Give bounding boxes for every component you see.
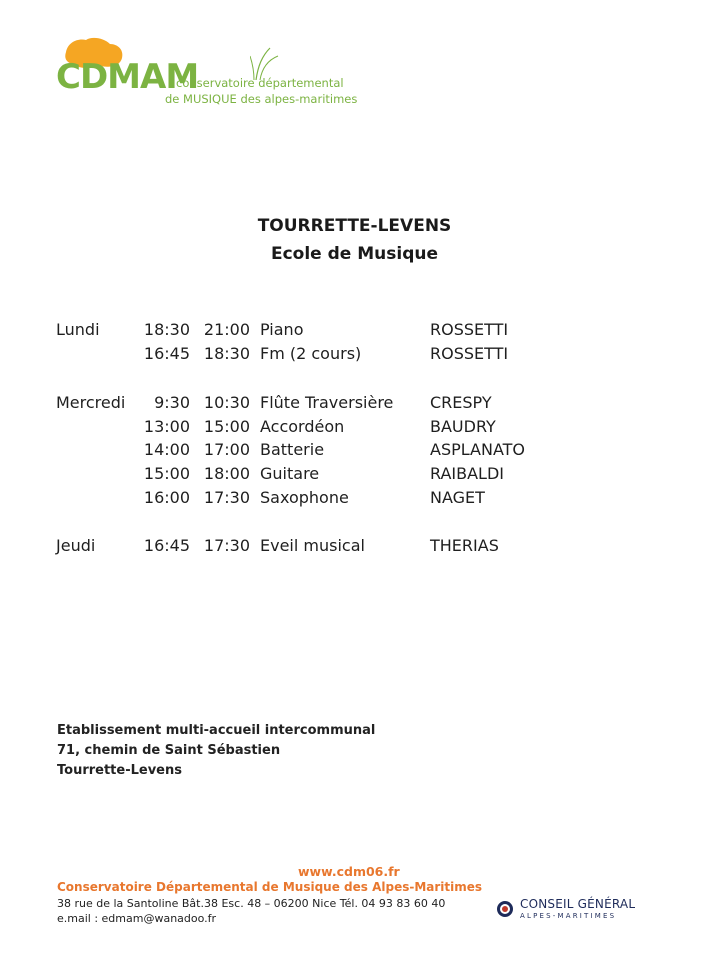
schedule-teacher: NAGET: [430, 488, 485, 507]
schedule-end: 15:00: [203, 417, 250, 436]
schedule-end: 17:30: [203, 536, 250, 555]
organization-address: 38 rue de la Santoline Bât.38 Esc. 48 – 06200 Nice Tél. 04 93 83 60 40: [57, 897, 446, 910]
schedule-end: 10:30: [203, 393, 250, 412]
organization-email: e.mail : edmam@wanadoo.fr: [57, 912, 217, 925]
schedule-teacher: ROSSETTI: [430, 344, 509, 363]
schedule-row: [0, 538, 709, 560]
schedule-course: Piano: [260, 320, 304, 339]
logo-wordmark: CDMAM: [56, 57, 199, 97]
schedule-teacher: BAUDRY: [430, 417, 496, 436]
schedule-row: [0, 466, 709, 488]
schedule-course: Accordéon: [260, 417, 345, 436]
schedule-day: Lundi: [56, 320, 100, 339]
organization-name: Conservatoire Départemental de Musique des Alpes-Maritimes: [57, 880, 483, 894]
schedule-end: 17:00: [203, 440, 250, 459]
schedule-teacher: ASPLANATO: [430, 440, 526, 459]
schedule-row: [0, 346, 709, 368]
conseil-general-name: CONSEIL GÉNÉRAL: [520, 897, 636, 911]
schedule-start: 13:00: [143, 417, 190, 436]
schedule-teacher: CRESPY: [430, 393, 492, 412]
schedule-course: Eveil musical: [260, 536, 365, 555]
venue-town: Tourrette-Levens: [57, 763, 182, 778]
venue-name: Etablissement multi-accueil intercommunal: [57, 723, 376, 738]
schedule-teacher: RAIBALDI: [430, 464, 505, 483]
schedule-day: Mercredi: [56, 393, 126, 412]
website-link[interactable]: www.cdm06.fr: [298, 864, 400, 879]
schedule-end: 18:30: [203, 344, 250, 363]
cdmam-logo: [50, 32, 395, 112]
emblem-icon: [496, 900, 514, 918]
schedule-row: [0, 395, 709, 417]
schedule-start: 9:30: [154, 393, 190, 412]
schedule-row: [0, 322, 709, 344]
logo-tagline-2: de MUSIQUE des alpes-maritimes: [165, 92, 358, 106]
page-title: TOURRETTE-LEVENS: [257, 216, 452, 236]
schedule-start: 16:45: [143, 536, 190, 555]
schedule-course: Fm (2 cours): [260, 344, 362, 363]
conseil-general-region: ALPES-MARITIMES: [520, 912, 617, 920]
conseil-general-logo: [496, 896, 656, 926]
schedule-row: [0, 490, 709, 512]
schedule-start: 18:30: [143, 320, 190, 339]
grass-icon: [250, 46, 280, 80]
schedule-course: Flûte Traversière: [260, 393, 394, 412]
schedule-course: Batterie: [260, 440, 325, 459]
schedule-start: 14:00: [143, 440, 190, 459]
schedule-course: Guitare: [260, 464, 320, 483]
page-subtitle: Ecole de Musique: [270, 244, 439, 264]
schedule-day: Jeudi: [56, 536, 96, 555]
schedule-end: 17:30: [203, 488, 250, 507]
schedule-end: 21:00: [203, 320, 250, 339]
schedule-row: [0, 419, 709, 441]
logo-tagline-1: conservatoire départemental: [176, 76, 344, 90]
schedule-course: Saxophone: [260, 488, 349, 507]
schedule-teacher: ROSSETTI: [430, 320, 509, 339]
schedule-row: [0, 442, 709, 464]
schedule-start: 16:00: [143, 488, 190, 507]
schedule-end: 18:00: [203, 464, 250, 483]
schedule-start: 15:00: [143, 464, 190, 483]
schedule-teacher: THERIAS: [430, 536, 499, 555]
venue-street: 71, chemin de Saint Sébastien: [57, 743, 281, 758]
schedule-start: 16:45: [143, 344, 190, 363]
